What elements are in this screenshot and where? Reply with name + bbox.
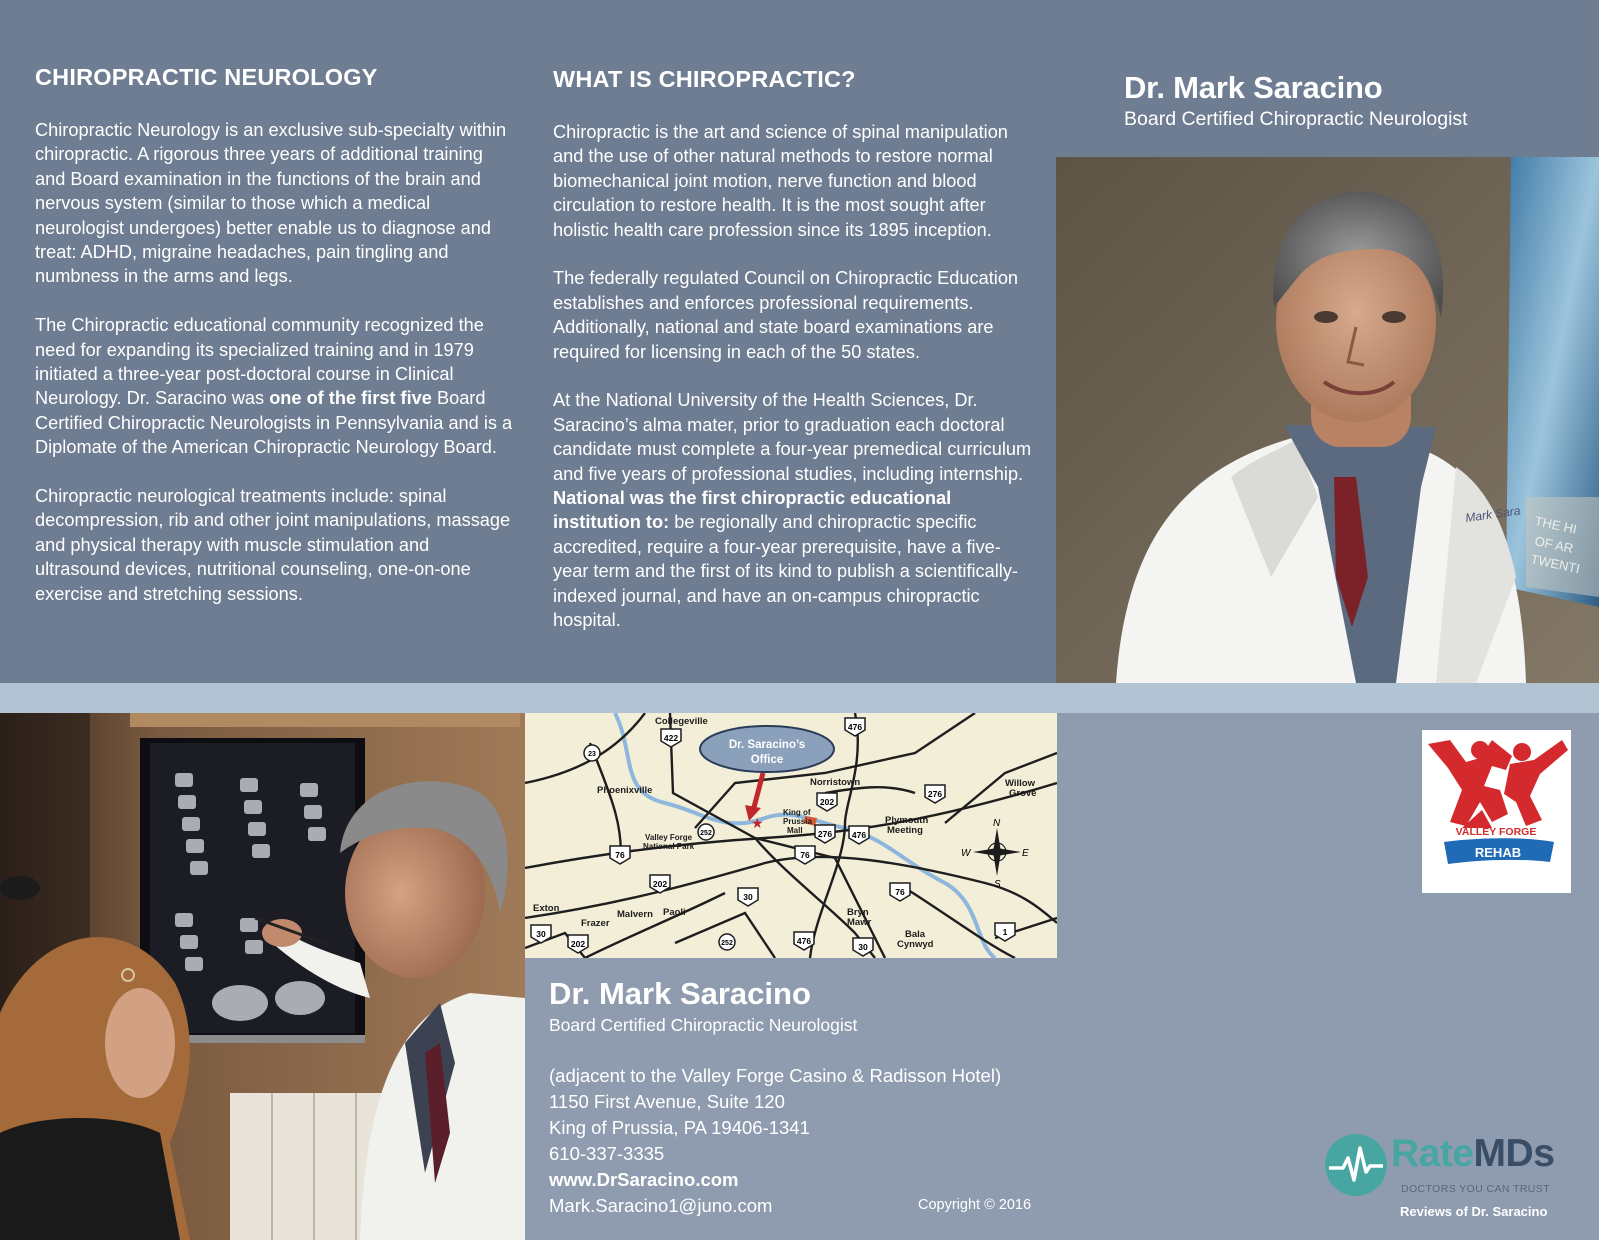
paragraph: The federally regulated Council on Chiropractic Education establishes and enforces professional requirements. Additionally, national and state board examinations are required for licensing in each of the 50 states. (553, 268, 1019, 362)
ratemds-badge[interactable] (1323, 1132, 1573, 1240)
svg-text:476: 476 (851, 830, 867, 840)
svg-text:276: 276 (927, 789, 943, 799)
logo-text: REHAB (1474, 845, 1522, 860)
emphasis: National was the first chiropractic educational institution to: (553, 488, 952, 533)
place-label: Phoenixville (597, 785, 653, 796)
location-map (525, 713, 1057, 958)
svg-text:422: 422 (663, 733, 679, 743)
place-label: Cynwyd (897, 939, 934, 950)
office-label: Office (750, 754, 784, 766)
road-map (525, 713, 1057, 958)
valley-forge-rehab-logo-icon (1422, 730, 1571, 893)
place-label: King of (783, 808, 811, 817)
compass-west: W (961, 848, 971, 859)
svg-text:76: 76 (800, 850, 810, 860)
ratemds-heartbeat-icon (1323, 1132, 1389, 1198)
route-shield (738, 888, 758, 906)
svg-text:1: 1 (1002, 927, 1008, 937)
email-link[interactable]: Mark.Saracino1@juno.com (549, 1195, 773, 1216)
place-label: Grove (1009, 788, 1037, 799)
website-link[interactable]: www.DrSaracino.com (549, 1169, 739, 1190)
svg-text:276: 276 (817, 829, 833, 839)
contact-title: Board Certified Chiropractic Neurologist (549, 1015, 858, 1035)
divider-band (0, 683, 1599, 713)
place-label: Exton (533, 903, 560, 914)
place-label: Bryn (847, 907, 869, 918)
paragraph: At the National University of the Health Sciences, Dr. Saracino’s alma mater, prior to graduation each doctoral candidate must complete a four-year premedical curriculum and five years of professional studies, including internship. National was the first chiropractic educational institution to: be regionally and chiropractic specific accredited, require a four-year prerequisite, have a five-year term and the first of its kind to publish a scientifically-indexed journal, and have an on-campus chiropractic hospital. (553, 390, 1032, 631)
place-label: Prussia (783, 817, 812, 826)
route-shield (890, 883, 910, 901)
svg-text:30: 30 (536, 929, 546, 939)
column-chiropractic-neurology (35, 64, 515, 630)
compass-north: N (993, 818, 1001, 829)
route-shield (584, 745, 600, 761)
svg-text:202: 202 (819, 797, 835, 807)
compass-south: S (994, 879, 1001, 890)
route-shield (568, 935, 588, 953)
place-label: Frazer (581, 918, 610, 929)
route-shield (719, 934, 735, 950)
office-label: Dr. Saracino’s (728, 739, 806, 751)
place-label: Bala (905, 929, 926, 940)
svg-text:23: 23 (588, 751, 596, 758)
valley-forge-rehab-logo (1422, 730, 1571, 893)
paragraph: Chiropractic Neurology is an exclusive sub-specialty within chiropractic. A rigorous three years of additional training and Board examination in the functions of the brain and nervous system (similar to those which a medical neurologist undergoes) better enable us to diagnose and treat: ADHD, migraine headaches, pain tingling and numbness in the arms and legs. (35, 120, 507, 287)
compass-east: E (1022, 848, 1029, 859)
svg-text:252: 252 (721, 940, 733, 947)
xray-photo-illustration (0, 713, 525, 1240)
poster-text: THE HI (1533, 513, 1579, 537)
ratemds-wordmark: RateMDs (1391, 1132, 1555, 1175)
logo-text: VALLEY FORGE (1455, 826, 1537, 838)
paragraph: Chiropractic neurological treatments include: spinal decompression, rib and other joint manipulations, massage and physical therapy with muscle stimulation and ultrasound devices, nutritional counseling, one-on-one exercise and stretching sessions. (35, 486, 511, 604)
contact-name: Dr. Mark Saracino (549, 976, 811, 1011)
location-note: (adjacent to the Valley Forge Casino & Radisson Hotel) (549, 1065, 1002, 1086)
paragraph: The Chiropractic educational community recognized the need for expanding its specialized training and in 1979 initiated a three-year post-doctoral course in Clinical Neurology. Dr. Saracino was one of the first five Board Certified Chiropractic Neurologists in Pennsylvania and is a Diplomate of the American Chiropractic Neurology Board. (35, 315, 513, 458)
route-shield (661, 729, 681, 747)
place-label: Mall (787, 826, 803, 835)
place-label: Plymouth (885, 815, 929, 826)
doctor-portrait (1056, 157, 1599, 683)
wall-poster (1506, 157, 1599, 607)
xray-consultation-photo (0, 713, 525, 1240)
route-shield (995, 923, 1015, 941)
doctor-header (1124, 70, 1584, 131)
phone-number: 610-337-3335 (549, 1143, 665, 1164)
poster-text: OF AR (1533, 533, 1575, 557)
place-label: Paoli (663, 907, 686, 918)
route-shield (698, 824, 714, 840)
contact-details (549, 1063, 1001, 1219)
place-label: Valley Forge (645, 833, 693, 842)
office-star-icon: ★ (751, 815, 764, 831)
route-shield (845, 718, 865, 736)
svg-text:202: 202 (652, 879, 668, 889)
ratemds-reviews-link[interactable]: Reviews of Dr. Saracino (1400, 1204, 1548, 1219)
heading-chiropractic-neurology: CHIROPRACTIC NEUROLOGY (35, 64, 378, 90)
place-label: Malvern (617, 909, 653, 920)
copyright: Copyright © 2016 (918, 1197, 1032, 1213)
svg-text:476: 476 (847, 722, 863, 732)
svg-text:252: 252 (700, 830, 712, 837)
svg-text:30: 30 (858, 942, 868, 952)
route-shield (815, 825, 835, 843)
paragraph: Chiropractic is the art and science of spinal manipulation and the use of other natural methods to restore normal biomechanical joint motion, nerve function and blood circulation to restore health. It is the most sought after holistic health care profession since its 1895 inception. (553, 122, 1008, 240)
poster-text: TWENTI (1529, 551, 1582, 577)
svg-text:76: 76 (615, 850, 625, 860)
emphasis: one of the first five (269, 388, 432, 409)
ratemds-tagline: DOCTORS YOU CAN TRUST (1401, 1183, 1551, 1195)
address-line: King of Prussia, PA 19406-1341 (549, 1117, 810, 1138)
svg-text:30: 30 (743, 892, 753, 902)
place-label: Norristown (810, 777, 861, 788)
route-shield (925, 785, 945, 803)
contact-panel (525, 958, 1057, 1240)
svg-text:76: 76 (895, 887, 905, 897)
doctor-name: Dr. Mark Saracino (1124, 70, 1383, 105)
place-label: Collegeville (655, 716, 708, 727)
coat-embroidery: Mark Sara (1464, 503, 1522, 525)
svg-text:202: 202 (570, 939, 586, 949)
office-arrow (753, 773, 763, 811)
doctor-title: Board Certified Chiropractic Neurologist (1124, 108, 1468, 130)
place-label: Mawr (847, 917, 872, 928)
route-shield (795, 846, 815, 864)
doctor-portrait-illustration (1056, 157, 1599, 683)
place-label: Meeting (887, 825, 923, 836)
heading-what-is-chiropractic: WHAT IS CHIROPRACTIC? (553, 66, 856, 92)
route-shield (817, 793, 837, 811)
column-what-is-chiropractic (553, 66, 1033, 657)
place-label: National Park (643, 842, 695, 851)
route-shield (849, 826, 869, 844)
route-shield (610, 846, 630, 864)
svg-text:476: 476 (796, 936, 812, 946)
place-label: Willow (1005, 778, 1035, 789)
address-line: 1150 First Avenue, Suite 120 (549, 1091, 785, 1112)
